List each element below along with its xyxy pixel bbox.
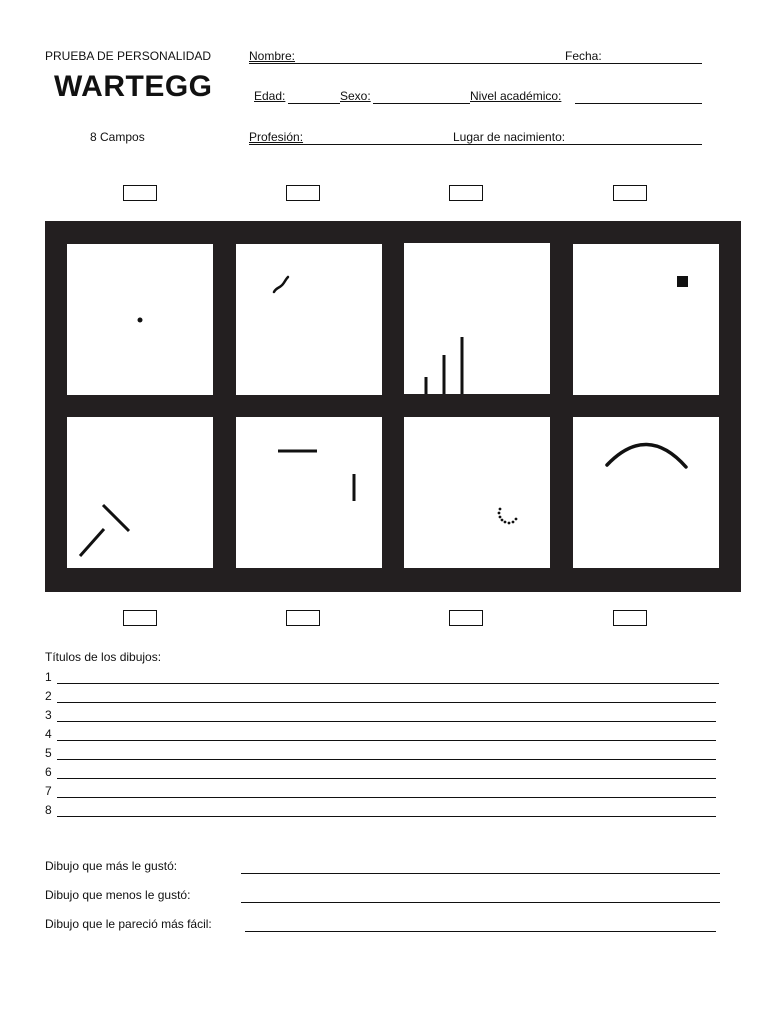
nivel-academico-field[interactable]	[575, 103, 702, 104]
field-4[interactable]	[573, 244, 719, 395]
bars-stimulus	[404, 243, 550, 394]
title-line-4[interactable]	[57, 740, 716, 741]
order-box-2[interactable]	[286, 185, 320, 201]
title-number-2: 2	[45, 689, 52, 703]
edad-field[interactable]	[288, 103, 340, 104]
titles-heading: Títulos de los dibujos:	[45, 650, 162, 664]
title-number-1: 1	[45, 670, 52, 684]
order-box-3[interactable]	[449, 185, 483, 201]
edad-label: Edad:	[254, 89, 286, 103]
diagonal-lines-stimulus	[67, 417, 213, 568]
most-liked-field[interactable]	[241, 873, 720, 874]
field-1[interactable]	[67, 244, 213, 395]
field-3[interactable]	[404, 243, 550, 394]
profesion-field[interactable]	[249, 144, 702, 145]
field-7[interactable]	[404, 417, 550, 568]
title-line-7[interactable]	[57, 797, 716, 798]
lugar-nacimiento-label: Lugar de nacimiento:	[453, 130, 566, 144]
order-box-6[interactable]	[286, 610, 320, 626]
title-line-1[interactable]	[57, 683, 719, 684]
easiest-label: Dibujo que le pareció más fácil:	[45, 917, 212, 931]
test-title: WARTEGG	[54, 70, 213, 103]
dot-stimulus	[67, 244, 213, 395]
fecha-label: Fecha:	[565, 49, 602, 63]
title-number-5: 5	[45, 746, 52, 760]
title-number-6: 6	[45, 765, 52, 779]
curve-stimulus	[573, 417, 719, 568]
test-subtitle: PRUEBA DE PERSONALIDAD	[45, 49, 212, 63]
title-line-5[interactable]	[57, 759, 716, 760]
title-line-3[interactable]	[57, 721, 716, 722]
dotted-arc-stimulus	[404, 417, 550, 568]
title-line-2[interactable]	[57, 702, 716, 703]
easiest-field[interactable]	[245, 931, 716, 932]
title-number-8: 8	[45, 803, 52, 817]
field-5[interactable]	[67, 417, 213, 568]
title-number-4: 4	[45, 727, 52, 741]
wave-stimulus	[236, 244, 382, 395]
order-box-4[interactable]	[613, 185, 647, 201]
order-box-1[interactable]	[123, 185, 157, 201]
lines-stimulus	[236, 417, 382, 568]
most-liked-label: Dibujo que más le gustó:	[45, 859, 178, 873]
order-box-8[interactable]	[613, 610, 647, 626]
sexo-field[interactable]	[373, 103, 470, 104]
title-number-7: 7	[45, 784, 52, 798]
profesion-label: Profesión:	[249, 130, 304, 144]
title-number-3: 3	[45, 708, 52, 722]
wartegg-board	[45, 221, 741, 592]
least-liked-field[interactable]	[241, 902, 720, 903]
field-6[interactable]	[236, 417, 382, 568]
nombre-field[interactable]	[249, 63, 702, 64]
square-stimulus	[573, 244, 719, 395]
order-box-5[interactable]	[123, 610, 157, 626]
title-line-6[interactable]	[57, 778, 716, 779]
order-box-7[interactable]	[449, 610, 483, 626]
field-8[interactable]	[573, 417, 719, 568]
least-liked-label: Dibujo que menos le gustó:	[45, 888, 191, 902]
field-2[interactable]	[236, 244, 382, 395]
title-line-8[interactable]	[57, 816, 716, 817]
campos-label: 8 Campos	[90, 130, 145, 144]
sexo-label: Sexo:	[340, 89, 371, 103]
nombre-label: Nombre:	[249, 49, 296, 63]
nivel-academico-label: Nivel académico:	[470, 89, 562, 103]
